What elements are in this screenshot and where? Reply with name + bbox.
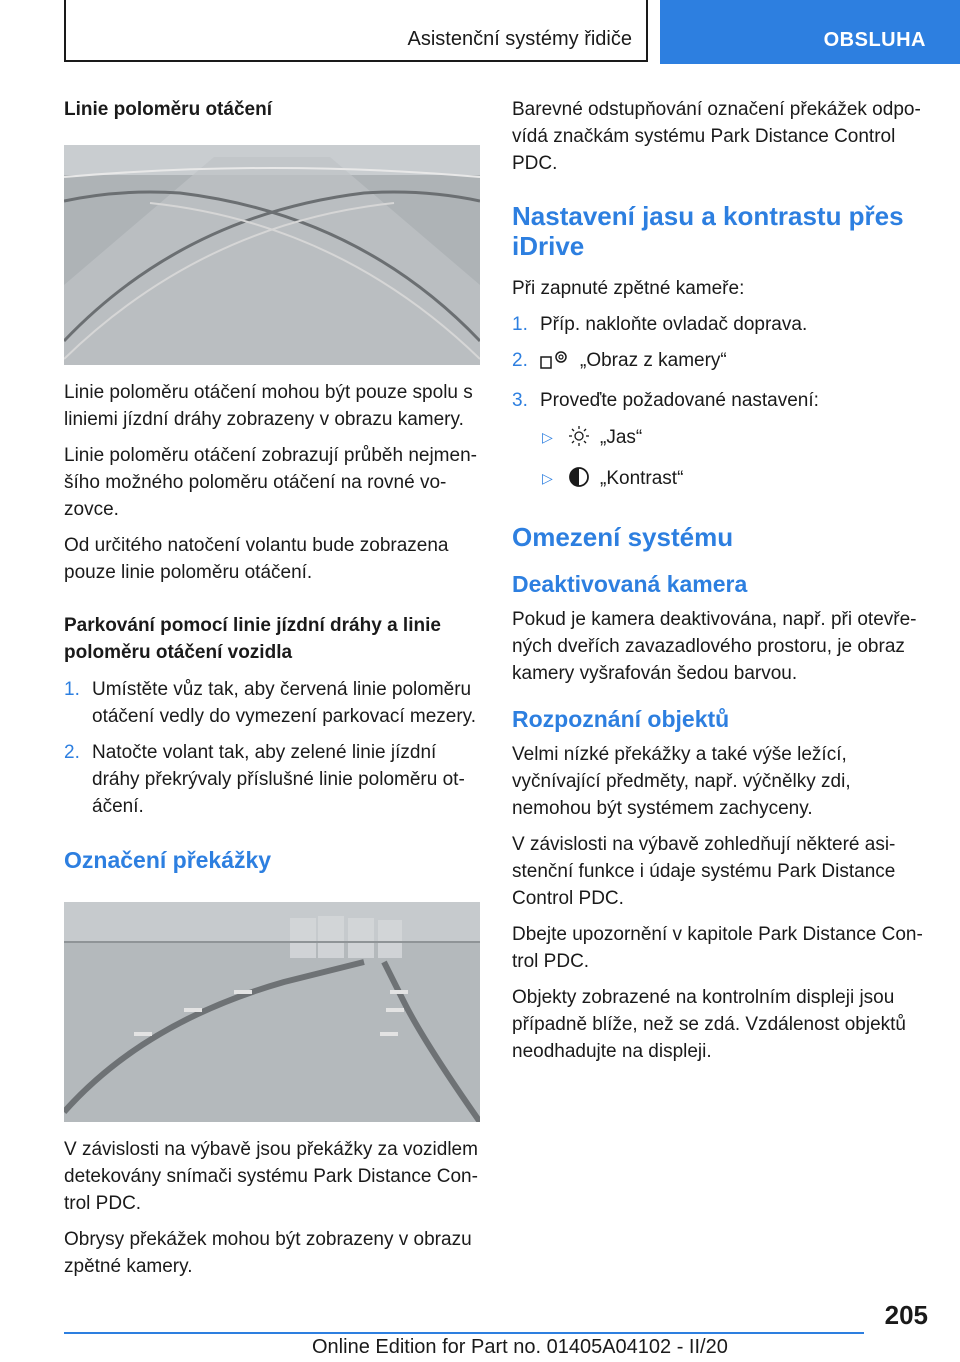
sub-item-text: „Kontrast“ [600,468,684,489]
triangle-bullet-icon: ▷ [542,470,553,486]
detection-paragraph-4: Objekty zobrazené na kontrolním displeji jsou případně blíže, než se zdá. Vzdálenost objektů neodhadujte na displeji. [512,987,906,1062]
contrast-icon [568,466,590,496]
turning-paragraph-2: Linie poloměru otáčení zobrazují průběh nejmenšího možného poloměru otáčení na rovné vozovce. [64,445,477,520]
turning-paragraph-1: Linie poloměru otáčení mohou být pouze spolu s liniemi jízdní dráhy zobrazeny v obrazu kamery. [64,382,473,430]
heading-brightness-contrast: Nastavení jasu a kontrastu přes iDrive [512,201,904,261]
list-item [512,311,928,338]
step-number: 3. [512,390,528,411]
step-text: Natočte volant tak, aby zelené linie jízdní dráhy překrývaly příslušné linie poloměru otáčení. [92,742,465,817]
chapter-tab [660,0,960,64]
step-number: 2. [64,742,80,763]
camera-settings-icon [540,348,570,378]
list-item [64,739,480,820]
obstacle-marking-figure [64,902,480,1122]
heading-system-limits: Omezení systému [512,522,734,552]
parking-steps [64,676,480,820]
detection-paragraph-1: Velmi nízké překážky a také výše ležící, vyčnívající předměty, např. výčnělky zdi, nemohou být systémem zachyceny. [512,744,851,819]
camera-on-paragraph: Při zapnuté zpětné kameře: [512,278,745,299]
step-text: Proveďte požadované nastavení: [540,390,819,411]
sub-item-contrast [512,465,928,496]
sub-item-text: „Jas“ [600,427,643,448]
heading-object-detection: Rozpoznání objektů [512,706,730,732]
list-item [512,387,928,414]
heading-parking: Parkování pomocí linie jízdní dráhy a linie poloměru otáčení vozidla [64,615,441,663]
deactivated-paragraph: Pokud je kamera deaktivována, např. při otevřených dveřích zavazadlového prostoru, je obraz kamery vyšrafován šedou barvou. [512,609,917,684]
step-text: Příp. nakloňte ovladač doprava. [540,314,808,335]
sub-item-brightness [512,424,928,455]
sun-icon [568,425,590,455]
step-number: 1. [512,314,528,335]
list-item [512,347,928,378]
obstacle-paragraph-1: V závislosti na výbavě jsou překážky za vozidlem detekovány snímači systému Park Distance Control PDC. [64,1139,478,1214]
obstacle-paragraph-2: Obrysy překážek mohou být zobrazeny v obrazu zpětné kamery. [64,1229,472,1277]
footer-divider [64,1332,864,1334]
chapter-tab-label: OBSLUHA [823,29,926,51]
header-frame [64,0,648,62]
detection-paragraph-3: Dbejte upozornění v kapitole Park Distance Control PDC. [512,924,923,972]
step-text: „Obraz z kamery“ [580,350,727,371]
triangle-bullet-icon: ▷ [542,429,553,445]
brightness-steps [512,311,928,414]
left-column [64,96,480,1289]
heading-turning-radius: Linie poloměru otáčení [64,99,272,120]
footer-edition: Online Edition for Part no. 01405A04102 - II/20 [312,1336,728,1358]
heading-obstacles: Označení překážky [64,847,272,873]
turning-paragraph-3: Od určitého natočení volantu bude zobrazena pouze linie poloměru otáčení. [64,535,449,583]
page-number: 205 [884,1300,928,1330]
step-text: Umístěte vůz tak, aby červená linie poloměru otáčení vedly do vymezení parkovací mezery. [92,679,477,727]
step-number: 2. [512,350,528,371]
color-grading-paragraph: Barevné odstupňování označení překážek odpovídá značkám systému Park Distance Control PDC. [512,99,921,174]
turning-radius-figure [64,145,480,365]
heading-deactivated-camera: Deaktivovaná kamera [512,571,748,597]
detection-paragraph-2: V závislosti na výbavě zohledňují některé asistenční funkce i údaje systému Park Distance Control PDC. [512,834,896,909]
section-title: Asistenční systémy řidiče [407,28,632,50]
right-column [512,96,928,1074]
step-number: 1. [64,679,80,700]
page-header [0,0,960,66]
list-item [64,676,480,730]
